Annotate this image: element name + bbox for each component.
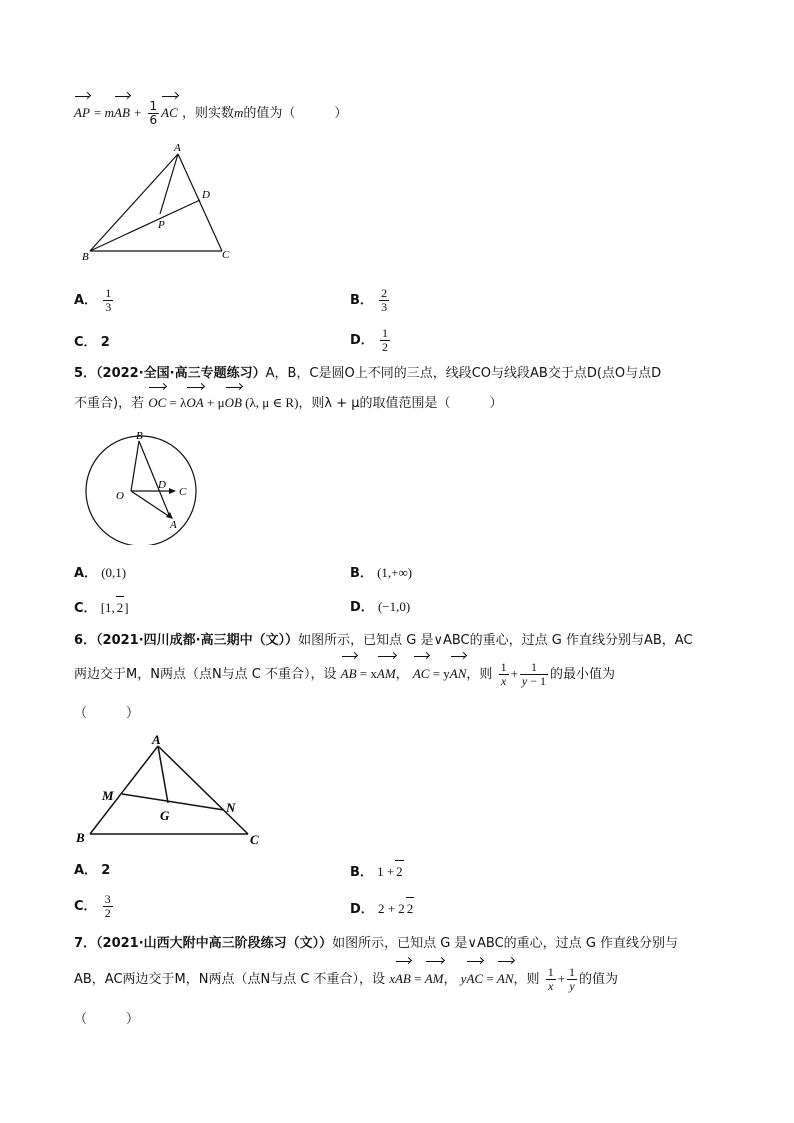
arrow-head-C: [169, 488, 176, 494]
segment-AB: [90, 154, 178, 251]
q4-option-d: D． $\frac{1}{2}$: [350, 326, 388, 354]
label-C: C: [222, 249, 230, 261]
label-D: D: [202, 189, 210, 201]
label-C: C: [179, 486, 187, 498]
q5-option-a: A． (0,1): [74, 565, 127, 581]
q5-option-b: B． (1,+∞): [350, 565, 413, 581]
q6-option-b: B． 1 + 2: [350, 860, 404, 884]
q7-line3: （ ）: [74, 1012, 140, 1027]
q7-line2: AB，AC两边交于M，N两点（点N与点 C 不重合），设 xAB = AM， yAC = AN，则 $\frac{1}{x}$ + $\frac{1}{y}$ 的值为: [74, 965, 619, 993]
q4-option-a: A． $\frac{1}{3}$: [74, 286, 112, 314]
label-B: B: [136, 430, 143, 442]
q4-stem: AP = mAB + $\frac{1}{6}$ AC ，则实数m的值为（ ）: [74, 99, 348, 127]
segment-AP: [160, 154, 178, 214]
label-B: B: [82, 251, 89, 263]
q4-stem-text: ，则实数: [181, 106, 234, 121]
q6-option-c: C． $\frac{3}{2}$: [74, 892, 111, 920]
q4-figure-triangle: [70, 140, 250, 270]
q4-option-c: C． 2: [74, 335, 110, 350]
q5-line2: 不重合)，若 OC = λOA + μOB (λ, μ ∈ R)，则λ + μ的取值范围是（ ）: [74, 391, 503, 416]
label-C: C: [250, 832, 259, 847]
segment-AC: [158, 746, 248, 834]
label-G: G: [160, 808, 170, 823]
segment-OB: [131, 441, 139, 491]
label-D: D: [158, 479, 166, 491]
q7-line1: 7．（2021·山西大附中高三阶段练习（文））如图所示，已知点 G 是∨ABC的重心，过点 G 作直线分别与: [74, 936, 679, 951]
label-A: A: [152, 732, 161, 747]
q6-option-d: D． 2 + 2 2: [350, 897, 414, 921]
label-O: O: [116, 490, 124, 502]
label-A: A: [174, 142, 181, 154]
segment-AB: [90, 746, 158, 834]
q5-line1: 5．（2022·全国·高三专题练习）A，B，C是圆O上不同的三点，线段CO与线段AB交于点D(点O与点D: [74, 366, 662, 381]
q6-line3: （ ）: [74, 706, 140, 721]
label-N: N: [226, 800, 236, 815]
q6-figure-triangle: [72, 730, 272, 850]
q6-line1: 6．（2021·四川成都·高三期中（文））如图所示，已知点 G 是∨ABC的重心，过点 G 作直线分别与AB，AC: [74, 633, 693, 648]
fraction-one-sixth: $\frac{1}{6}$: [149, 99, 158, 127]
q5-option-d: D． (−1,0): [350, 599, 411, 615]
q6-option-a: A． 2: [74, 863, 111, 878]
q7-source: （2021·山西大附中高三阶段练习（文））: [96, 936, 333, 951]
vector-AB: AB: [114, 100, 130, 126]
vector-AP: AP: [74, 100, 90, 126]
vector-AC: AC: [161, 100, 178, 126]
q6-number: 6．: [74, 633, 97, 648]
q6-line2: 两边交于M，N两点（点N与点 C 不重合），设 AB = xAM， AC = yAN，则 $\frac{1}{x}$ + $\frac{1}{y - 1}$ 的最小值为: [74, 660, 616, 688]
q5-figure-circle: [76, 425, 206, 545]
label-A: A: [170, 519, 177, 531]
label-B: B: [76, 830, 85, 845]
q5-source: （2022·全国·高三专题练习）: [96, 366, 266, 381]
q6-source: （2021·四川成都·高三期中（文））: [96, 633, 299, 648]
segment-BD: [90, 200, 200, 251]
q7-number: 7．: [74, 936, 97, 951]
q5-option-c: C． [1, 2]: [74, 596, 129, 620]
segment-AC: [178, 154, 222, 251]
q4-option-b: B． $\frac{2}{3}$: [350, 286, 388, 314]
q5-number: 5．: [74, 366, 97, 381]
label-P: P: [158, 219, 165, 231]
label-M: M: [102, 788, 114, 803]
